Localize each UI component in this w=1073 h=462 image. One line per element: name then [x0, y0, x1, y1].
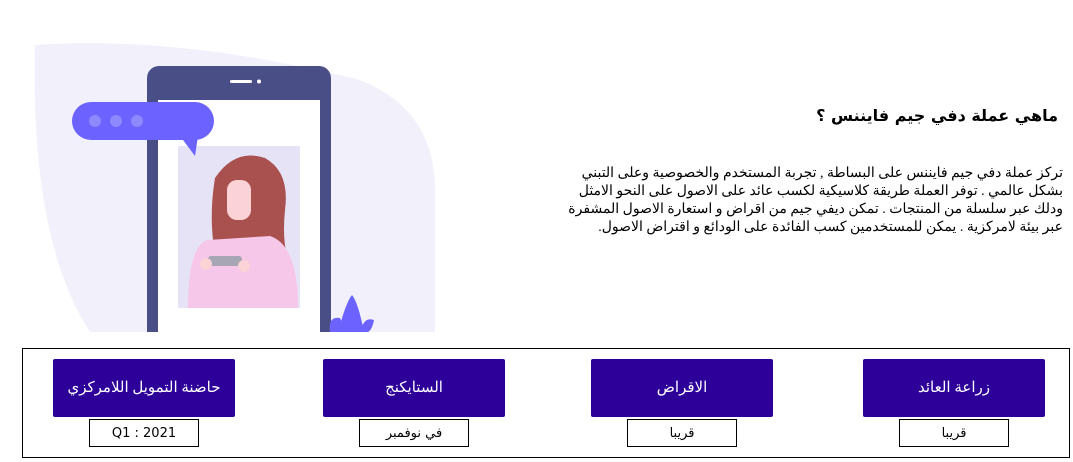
hero-illustration: [30, 40, 440, 332]
feature-button-yield-farming[interactable]: زراعة العائد: [863, 359, 1045, 417]
feature-card: [863, 359, 1045, 447]
feature-card: [591, 359, 773, 447]
feature-status: قريبا: [899, 419, 1009, 447]
feature-card: [323, 359, 505, 447]
features-panel: [22, 348, 1070, 458]
woman-with-phone-illustration-icon: [30, 40, 440, 332]
feature-button-defi-incubator[interactable]: حاضنة التمويل اللامركزي: [53, 359, 235, 417]
page-title: ماهي عملة دفي جيم فايننس ؟: [816, 106, 1058, 125]
feature-card: [53, 359, 235, 447]
feature-status: Q1 : 2021: [89, 419, 199, 447]
feature-status: قريبا: [627, 419, 737, 447]
about-paragraph: تركز عملة دفي جيم فايننس على البساطة , تجربة المستخدم والخصوصية وعلى التبني بشكل عالمي . توفر العملة طريقة كلاسيكية لكسب عائد على الاصول على النحو الامثل ودلك عبر سلسلة من المنتجات . تمكن ديفي جيم من اقراض و استعارة الاصول المشفرة عبر بيئة لامركزية . يمكن للمستخدمين كسب الفائدة على الودائع و اقتراض الاصول.: [568, 166, 1063, 235]
feature-button-staking[interactable]: الستايكنج: [323, 359, 505, 417]
feature-button-lending[interactable]: الاقراض: [591, 359, 773, 417]
feature-status: في نوفمبر: [359, 419, 469, 447]
